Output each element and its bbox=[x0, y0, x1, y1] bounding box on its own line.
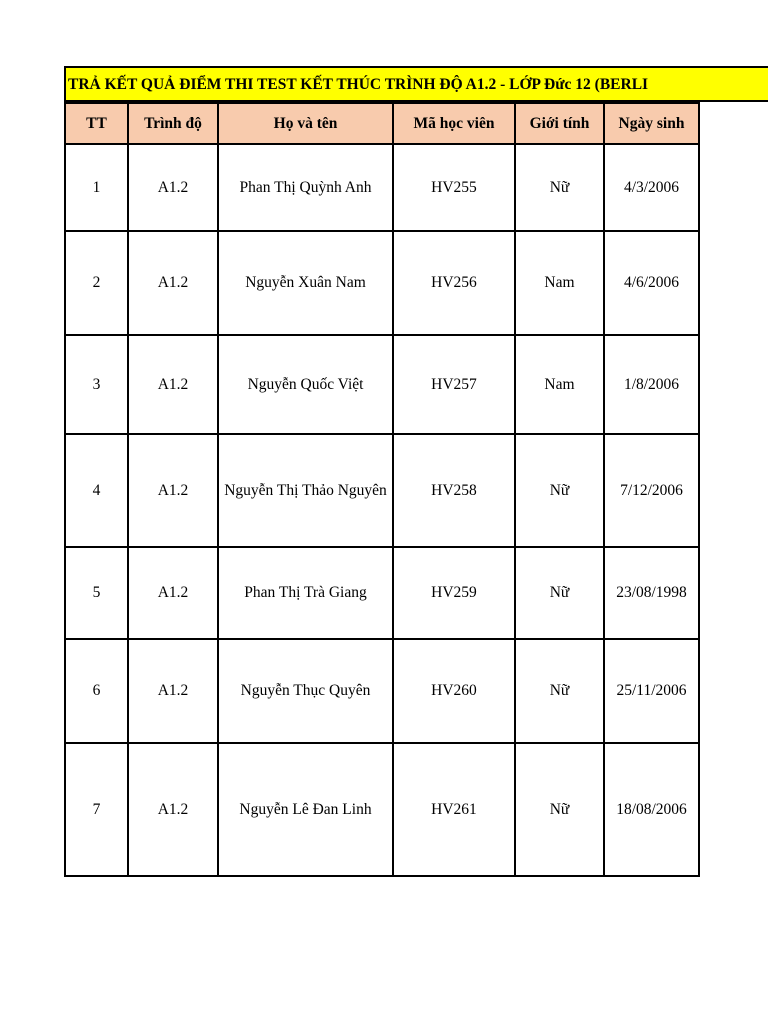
cell-gioi-tinh: Nữ bbox=[515, 434, 604, 547]
cell-ho-ten: Nguyễn Thục Quyên bbox=[218, 639, 393, 743]
cell-ngay-sinh: 4/6/2006 bbox=[604, 231, 699, 335]
cell-trinh-do: A1.2 bbox=[128, 743, 218, 876]
table-row bbox=[65, 144, 699, 231]
cell-ngay-sinh: 4/3/2006 bbox=[604, 144, 699, 231]
header-gioi-tinh: Giới tính bbox=[515, 103, 604, 144]
cell-ngay-sinh: 23/08/1998 bbox=[604, 547, 699, 639]
cell-ho-ten: Nguyễn Quốc Việt bbox=[218, 335, 393, 434]
table-row bbox=[65, 547, 699, 639]
header-ma-hv: Mã học viên bbox=[393, 103, 515, 144]
cell-ho-ten: Nguyễn Lê Đan Linh bbox=[218, 743, 393, 876]
header-ho-ten: Họ và tên bbox=[218, 103, 393, 144]
header-row bbox=[65, 103, 699, 144]
cell-gioi-tinh: Nữ bbox=[515, 743, 604, 876]
table-row bbox=[65, 335, 699, 434]
cell-ma-hv: HV257 bbox=[393, 335, 515, 434]
cell-ma-hv: HV260 bbox=[393, 639, 515, 743]
header-tt: TT bbox=[65, 103, 128, 144]
cell-gioi-tinh: Nam bbox=[515, 231, 604, 335]
cell-ma-hv: HV259 bbox=[393, 547, 515, 639]
cell-trinh-do: A1.2 bbox=[128, 335, 218, 434]
cell-tt: 3 bbox=[65, 335, 128, 434]
cell-tt: 2 bbox=[65, 231, 128, 335]
cell-tt: 5 bbox=[65, 547, 128, 639]
table-row bbox=[65, 743, 699, 876]
cell-ho-ten: Nguyễn Xuân Nam bbox=[218, 231, 393, 335]
cell-gioi-tinh: Nữ bbox=[515, 144, 604, 231]
table-row bbox=[65, 434, 699, 547]
cell-gioi-tinh: Nữ bbox=[515, 639, 604, 743]
cell-ma-hv: HV255 bbox=[393, 144, 515, 231]
cell-trinh-do: A1.2 bbox=[128, 639, 218, 743]
sheet-title: TRẢ KẾT QUẢ ĐIỂM THI TEST KẾT THÚC TRÌNH ĐỘ A1.2 - LỚP Đức 12 (BERLI bbox=[64, 66, 768, 102]
header-ngay-sinh: Ngày sinh bbox=[604, 103, 699, 144]
cell-trinh-do: A1.2 bbox=[128, 144, 218, 231]
cell-tt: 7 bbox=[65, 743, 128, 876]
cell-ngay-sinh: 18/08/2006 bbox=[604, 743, 699, 876]
cell-ho-ten: Nguyễn Thị Thảo Nguyên bbox=[218, 434, 393, 547]
cell-ngay-sinh: 7/12/2006 bbox=[604, 434, 699, 547]
cell-trinh-do: A1.2 bbox=[128, 547, 218, 639]
cell-trinh-do: A1.2 bbox=[128, 434, 218, 547]
cell-ma-hv: HV258 bbox=[393, 434, 515, 547]
cell-tt: 6 bbox=[65, 639, 128, 743]
cell-ma-hv: HV256 bbox=[393, 231, 515, 335]
cell-tt: 4 bbox=[65, 434, 128, 547]
cell-ho-ten: Phan Thị Trà Giang bbox=[218, 547, 393, 639]
cell-gioi-tinh: Nữ bbox=[515, 547, 604, 639]
results-table bbox=[64, 102, 700, 877]
table-row bbox=[65, 231, 699, 335]
cell-ngay-sinh: 25/11/2006 bbox=[604, 639, 699, 743]
table-row bbox=[65, 639, 699, 743]
cell-ngay-sinh: 1/8/2006 bbox=[604, 335, 699, 434]
header-trinh-do: Trình độ bbox=[128, 103, 218, 144]
cell-tt: 1 bbox=[65, 144, 128, 231]
cell-trinh-do: A1.2 bbox=[128, 231, 218, 335]
cell-ho-ten: Phan Thị Quỳnh Anh bbox=[218, 144, 393, 231]
cell-ma-hv: HV261 bbox=[393, 743, 515, 876]
cell-gioi-tinh: Nam bbox=[515, 335, 604, 434]
